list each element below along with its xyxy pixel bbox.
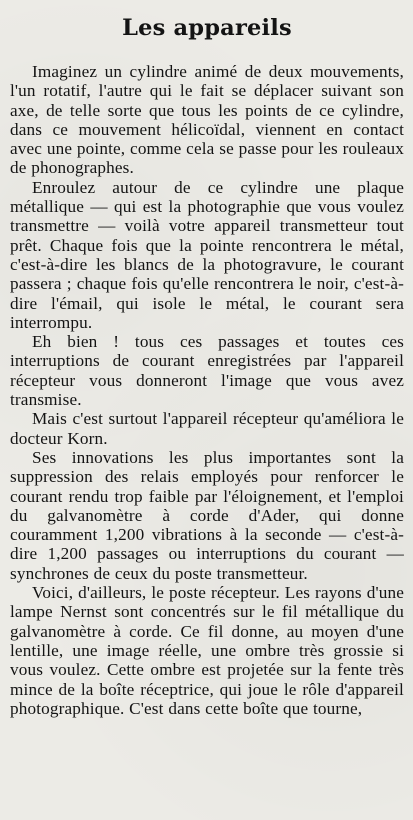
article-body — [10, 62, 404, 718]
article-title: Les appareils — [122, 15, 292, 41]
paragraph-interruptions: Eh bien ! tous ces passages et toutes ces interruptions de courant enregistrées par l'appareil récepteur vous donneront l'image que vous avez transmise. — [10, 332, 404, 410]
paragraph-innovations: Ses innovations les plus importantes sont la suppression des relais employés pour renforcer le courant rendu trop faible par l'éloignement, et l'emploi du galvanomètre à corde d'Ader, qui donne couramment 1,200 vibrations à la seconde — c'est-à-dire 1,200 passages ou interruptions du courant — synchrones de ceux du poste transmetteur. — [10, 447, 404, 583]
paragraph-recepteur-korn: Mais c'est surtout l'appareil récepteur qu'améliora le docteur Korn. — [10, 409, 404, 448]
paragraph-poste-recepteur: Voici, d'ailleurs, le poste récepteur. Les rayons d'une lampe Nernst sont concentrés sur le fil métallique du galvanomètre à corde. Ce fil donne, au moyen d'une lentille, une image réelle, une ombre très grossie si vous voulez. Cette ombre est projetée sur la fente très mince de la boîte réceptrice, qui joue le rôle d'appareil photographique. C'est dans cette boîte que tourne, — [10, 583, 404, 718]
paragraph-cylindre: Imaginez un cylindre animé de deux mouvements, l'un rotatif, l'autre qui le fait se déplacer suivant son axe, de telle sorte que tous les points de ce cylindre, dans ce mouvement hélicoïdal, viennent en contact avec une pointe, comme cela se passe pour les rouleaux de phonographes. — [10, 62, 404, 178]
paragraph-transmetteur: Enroulez autour de ce cylindre une plaque métallique — qui est la photographie que vous voulez transmettre — voilà votre appareil transmetteur tout prêt. Chaque fois que la pointe rencontrera le métal, c'est-à-dire les blancs de la photogravure, le courant passera ; chaque fois qu'elle rencontrera le noir, c'est-à-dire l'émail, qui isole le métal, le courant sera interrompu. — [10, 177, 404, 332]
